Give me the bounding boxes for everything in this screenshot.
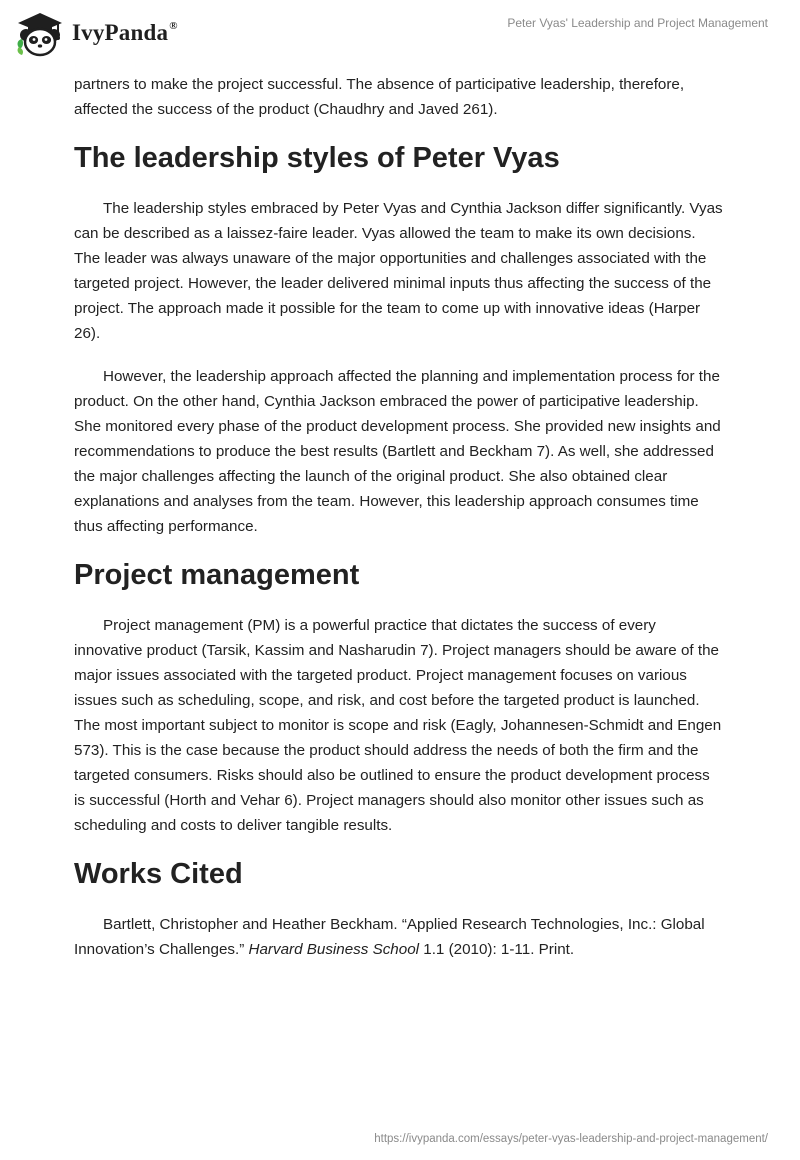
- running-title: Peter Vyas' Leadership and Project Management: [507, 16, 768, 30]
- citation-bartlett: [74, 912, 724, 962]
- source-url[interactable]: https://ivypanda.com/essays/peter-vyas-leadership-and-project-management/: [374, 1133, 768, 1145]
- paragraph-leadership-2: However, the leadership approach affected the planning and implementation process for the product. On the other hand, Cynthia Jackson embraced the power of participative leadership. She monitored every phase of the product development process. She provided new insights and recommendations to produce the best results (Bartlett and Beckham 7). As well, she addressed the major challenges affecting the launch of the original product. She also obtained clear explanations and analyses from the team. However, this leadership approach consumes time thus affecting performance.: [74, 368, 721, 535]
- registered-mark: ®: [169, 20, 178, 32]
- heading-leadership-styles: The leadership styles of Peter Vyas: [74, 142, 560, 174]
- panda-graduate-icon: [14, 9, 66, 57]
- citation-journal: Harvard Business School: [248, 941, 420, 958]
- page-header: [0, 0, 800, 66]
- paragraph-leadership-1: The leadership styles embraced by Peter Vyas and Cynthia Jackson differ significantly. Vyas can be described as a laissez-faire leader. Vyas allowed the team to make its own decisions. The leader was always unaware of the major opportunities and challenges associated with the targeted project. However, the leader delivered minimal inputs thus affecting the success of the project. The approach made it possible for the team to come up with innovative ideas (Harper 26).: [74, 200, 723, 342]
- paragraph-continued: partners to make the project successful. The absence of participative leadership, therefore, affected the success of the product (Chaudhry and Javed 261).: [74, 76, 685, 118]
- heading-works-cited: Works Cited: [74, 858, 243, 890]
- heading-project-management: Project management: [74, 559, 360, 591]
- logo-text: IvyPanda®: [72, 20, 178, 45]
- ivypanda-logo[interactable]: [14, 8, 178, 58]
- essay-content: [74, 72, 724, 980]
- citation-text-a: Bartlett, Christopher and Heather Beckham. “Applied Research Technologies, Inc.: Global Innovation’s Challenges.”: [74, 916, 705, 958]
- paragraph-project-management: Project management (PM) is a powerful practice that dictates the success of every innovative product (Tarsik, Kassim and Nasharudin 7). Project managers should be aware of the major issues associated with the targeted product. Project management focuses on various issues such as scheduling, scope, and risk, and cost before the targeted product is launched. The most important subject to monitor is scope and risk (Eagly, Johannesen-Schmidt and Engen 573). This is the case because the product should address the needs of both the firm and the targeted consumers. Risks should also be outlined to ensure the product development process is successful (Horth and Vehar 6). Project managers should also monitor other issues such as scheduling and costs to deliver tangible results.: [74, 617, 722, 834]
- citation-text-b: 1.1 (2010): 1-11. Print.: [419, 941, 575, 958]
